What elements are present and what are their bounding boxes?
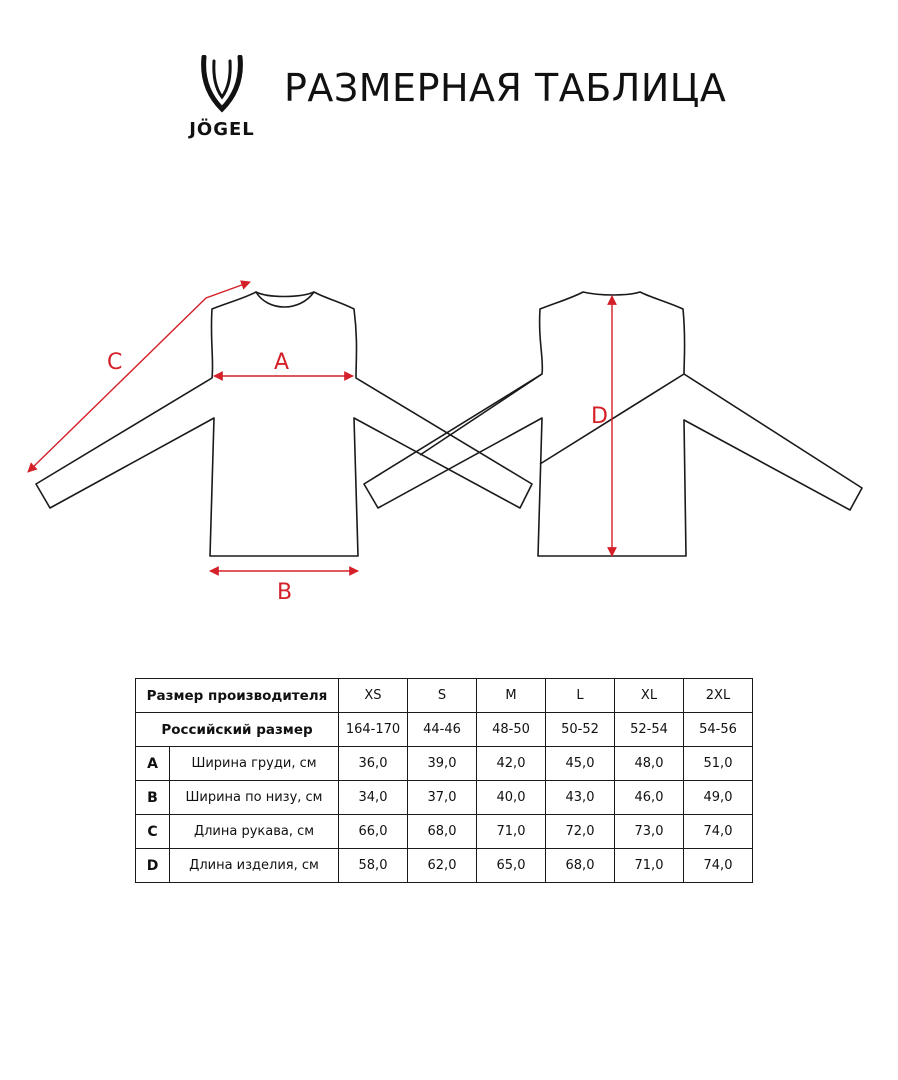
value-cell: 65,0 <box>477 849 546 883</box>
value-cell: 73,0 <box>615 815 684 849</box>
row-letter: C <box>136 815 170 849</box>
table-row <box>136 815 753 849</box>
dimension-d-label: D <box>591 404 608 429</box>
value-cell: 43,0 <box>546 781 615 815</box>
row-label: Ширина груди, см <box>170 747 339 781</box>
value-cell: 40,0 <box>477 781 546 815</box>
value-cell: 36,0 <box>339 747 408 781</box>
russian-size-cell: 164-170 <box>339 713 408 747</box>
table-row <box>136 849 753 883</box>
shirt-back <box>364 292 862 556</box>
jogel-logo-icon <box>198 55 246 113</box>
brand-logo <box>176 55 268 145</box>
row-letter: B <box>136 781 170 815</box>
value-cell: 68,0 <box>408 815 477 849</box>
russian-size-cell: 44-46 <box>408 713 477 747</box>
dimension-c-label: C <box>107 350 123 375</box>
size-cell: XS <box>339 679 408 713</box>
row-label: Длина рукава, см <box>170 815 339 849</box>
row-label: Длина изделия, см <box>170 849 339 883</box>
size-cell: 2XL <box>684 679 753 713</box>
size-cell: XL <box>615 679 684 713</box>
value-cell: 51,0 <box>684 747 753 781</box>
value-cell: 74,0 <box>684 815 753 849</box>
value-cell: 45,0 <box>546 747 615 781</box>
value-cell: 39,0 <box>408 747 477 781</box>
value-cell: 72,0 <box>546 815 615 849</box>
table-row <box>136 747 753 781</box>
value-cell: 68,0 <box>546 849 615 883</box>
russian-size-cell: 50-52 <box>546 713 615 747</box>
value-cell: 34,0 <box>339 781 408 815</box>
value-cell: 49,0 <box>684 781 753 815</box>
table-row <box>136 679 753 713</box>
dimension-lines <box>28 282 612 571</box>
value-cell: 71,0 <box>615 849 684 883</box>
russian-size-cell: 48-50 <box>477 713 546 747</box>
value-cell: 37,0 <box>408 781 477 815</box>
dimension-b-label: B <box>277 580 293 605</box>
header-russian-size: Российский размер <box>136 713 339 747</box>
row-label: Ширина по низу, см <box>170 781 339 815</box>
shirt-front <box>36 292 532 556</box>
header-manufacturer-size: Размер производителя <box>136 679 339 713</box>
brand-name: JÖGEL <box>189 119 255 140</box>
russian-size-cell: 52-54 <box>615 713 684 747</box>
table-row <box>136 713 753 747</box>
garment-diagram <box>0 260 898 620</box>
size-cell: M <box>477 679 546 713</box>
row-letter: D <box>136 849 170 883</box>
dimension-a-label: A <box>274 350 290 375</box>
value-cell: 62,0 <box>408 849 477 883</box>
size-cell: S <box>408 679 477 713</box>
table-row <box>136 781 753 815</box>
row-letter: A <box>136 747 170 781</box>
value-cell: 46,0 <box>615 781 684 815</box>
value-cell: 58,0 <box>339 849 408 883</box>
value-cell: 48,0 <box>615 747 684 781</box>
header <box>0 0 898 150</box>
russian-size-cell: 54-56 <box>684 713 753 747</box>
size-cell: L <box>546 679 615 713</box>
value-cell: 74,0 <box>684 849 753 883</box>
dimension-c-line <box>28 282 250 472</box>
value-cell: 66,0 <box>339 815 408 849</box>
value-cell: 42,0 <box>477 747 546 781</box>
page-title: РАЗМЕРНАЯ ТАБЛИЦА <box>284 66 727 110</box>
size-table <box>135 678 753 883</box>
value-cell: 71,0 <box>477 815 546 849</box>
